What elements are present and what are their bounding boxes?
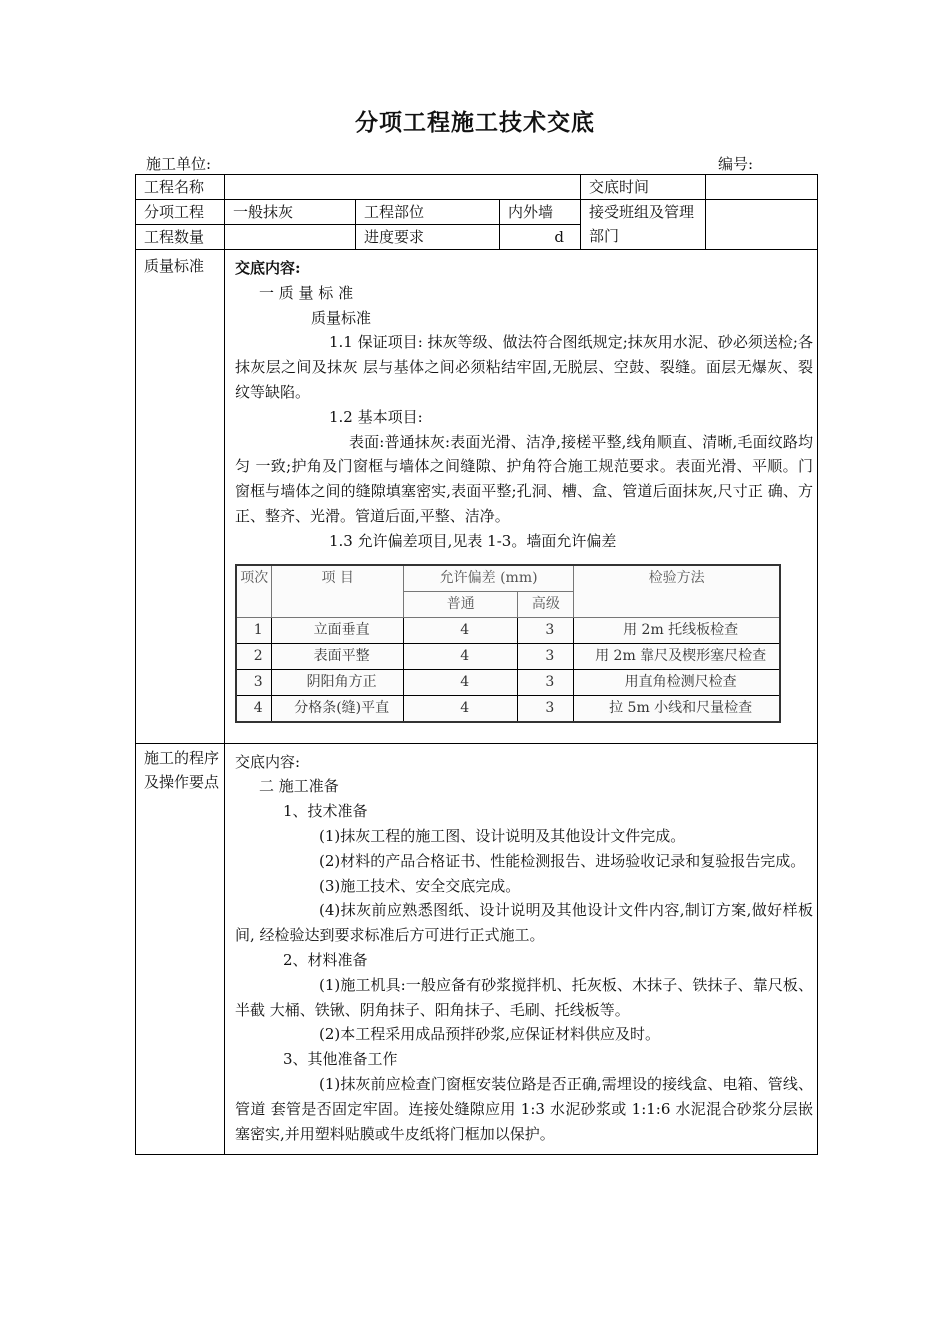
handover-time-label: 交底时间 xyxy=(581,175,706,200)
quantity-label: 工程数量 xyxy=(136,225,225,250)
quality-row xyxy=(136,250,818,744)
procedure-line: (1)抹灰前应检查门窗框安装位路是否正确,需埋设的接线盒、电箱、管线、管道 套管是否固定牢固。连接处缝隙应用 1:3 水泥砂浆或 1:1:6 水泥混合砂浆分层嵌 塞密实,并用塑料贴膜或牛皮纸将门框加以保护。 xyxy=(235,1074,813,1143)
receiver-value xyxy=(706,200,818,250)
deviation-cell: 1 xyxy=(236,617,272,643)
deviation-cell: 3 xyxy=(518,695,574,722)
project-name-label: 工程名称 xyxy=(136,175,225,200)
deviation-cell: 立面垂直 xyxy=(272,617,404,643)
deviation-cell: 3 xyxy=(236,669,272,695)
location-value: 内外墙 xyxy=(500,200,581,225)
deviation-cell: 3 xyxy=(518,617,574,643)
deviation-cell: 4 xyxy=(403,695,518,722)
deviation-cell: 表面平整 xyxy=(272,643,404,669)
deviation-cell: 用 2m 托线板检查 xyxy=(574,617,780,643)
procedure-line: (3)施工技术、安全交底完成。 xyxy=(319,876,521,895)
quality-line: 表面:普通抹灰:表面光滑、洁净,接槎平整,线角顺直、清晰,毛面纹路均匀 一致;护角及门窗框与墙体之间缝隙、护角符合施工规范要求。表面光滑、平顺。门 窗框与墙体之间的缝隙填塞密实,表面平整;孔洞、槽、盒、管道后面抹灰,尺寸正 确、方正、整齐、光滑。管道后面,平整、洁净。 xyxy=(235,432,813,525)
procedure-row xyxy=(136,743,818,1155)
quality-label: 质量标准 xyxy=(136,250,225,744)
sub-project-row xyxy=(136,200,818,225)
quality-line: 1.1 保证项目: 抹灰等级、做法符合图纸规定;抹灰用水泥、砂必须送检;各抹灰层之间及抹灰 层与基体之间必须粘结牢固,无脱层、空鼓、裂缝。面层无爆灰、裂纹等缺陷。 xyxy=(235,333,813,401)
handover-form-table xyxy=(135,174,818,1155)
deviation-cell: 用 2m 靠尺及楔形塞尺检查 xyxy=(574,643,780,669)
procedure-line: (4)抹灰前应熟悉图纸、设计说明及其他设计文件内容,制订方案,做好样板间, 经检验达到要求标准后方可进行正式施工。 xyxy=(235,901,813,945)
procedure-label: 施工的程序及操作要点 xyxy=(136,743,225,1155)
document-number-label: 编号: xyxy=(718,155,754,173)
deviation-subheader: 高级 xyxy=(518,591,574,617)
location-label: 工程部位 xyxy=(356,200,500,225)
deviation-row xyxy=(236,695,780,722)
quality-heading: 交底内容: xyxy=(235,259,301,277)
deviation-header: 检验方法 xyxy=(574,565,780,618)
quality-line: 一 质 量 标 准 xyxy=(259,283,354,302)
quality-line: 1.3 允许偏差项目,见表 1-3。墙面允许偏差 xyxy=(329,531,617,550)
deviation-cell: 阴阳角方正 xyxy=(272,669,404,695)
deviation-cell: 4 xyxy=(236,695,272,722)
deviation-header: 允许偏差 (mm) xyxy=(403,565,573,592)
quality-line: 1.2 基本项目: xyxy=(329,407,423,426)
procedure-line: (1)施工机具:一般应备有砂浆搅拌机、托灰板、木抹子、铁抹子、靠尺板、半截 大桶、铁锹、阴角抹子、阳角抹子、毛刷、托线板等。 xyxy=(235,975,813,1019)
handover-time-value xyxy=(706,175,818,200)
procedure-content xyxy=(225,743,818,1155)
procedure-line: (2)材料的产品合格证书、性能检测报告、进场验收记录和复验报告完成。 xyxy=(319,851,806,870)
deviation-cell: 分格条(缝)平直 xyxy=(272,695,404,722)
quality-line: 质量标准 xyxy=(311,308,372,327)
deviation-row xyxy=(236,617,780,643)
deviation-cell: 4 xyxy=(403,669,518,695)
deviation-row xyxy=(236,669,780,695)
deviation-cell: 拉 5m 小线和尺量检查 xyxy=(574,695,780,722)
deviation-header: 项 目 xyxy=(272,565,404,618)
document-title: 分项工程施工技术交底 xyxy=(355,109,595,136)
deviation-cell: 4 xyxy=(403,643,518,669)
sub-project-label: 分项工程 xyxy=(136,200,225,225)
progress-value: d xyxy=(500,225,581,250)
procedure-line: (1)抹灰工程的施工图、设计说明及其他设计文件完成。 xyxy=(319,826,686,845)
deviation-cell: 4 xyxy=(403,617,518,643)
project-name-value xyxy=(225,175,581,200)
deviation-cell: 3 xyxy=(518,643,574,669)
project-name-row xyxy=(136,175,818,200)
procedure-line: 2、材料准备 xyxy=(283,950,368,969)
procedure-line: 1、技术准备 xyxy=(283,802,368,821)
deviation-subheader: 普通 xyxy=(403,591,518,617)
sub-project-value: 一般抹灰 xyxy=(225,200,356,225)
receiver-label: 接受班组及管理部门 xyxy=(581,200,706,250)
quality-content xyxy=(225,250,818,744)
deviation-header: 项次 xyxy=(236,565,272,618)
deviation-cell: 3 xyxy=(518,669,574,695)
quantity-value xyxy=(225,225,356,250)
deviation-cell: 2 xyxy=(236,643,272,669)
construction-unit-label: 施工单位: xyxy=(146,155,212,173)
deviation-cell: 用直角检测尺检查 xyxy=(574,669,780,695)
procedure-line: 3、其他准备工作 xyxy=(283,1050,398,1069)
procedure-line: (2)本工程采用成品预拌砂浆,应保证材料供应及时。 xyxy=(319,1025,661,1044)
deviation-row xyxy=(236,643,780,669)
procedure-line: 二 施工准备 xyxy=(259,777,339,796)
procedure-heading: 交底内容: xyxy=(235,752,301,771)
progress-label: 进度要求 xyxy=(356,225,500,250)
deviation-table xyxy=(235,564,781,723)
